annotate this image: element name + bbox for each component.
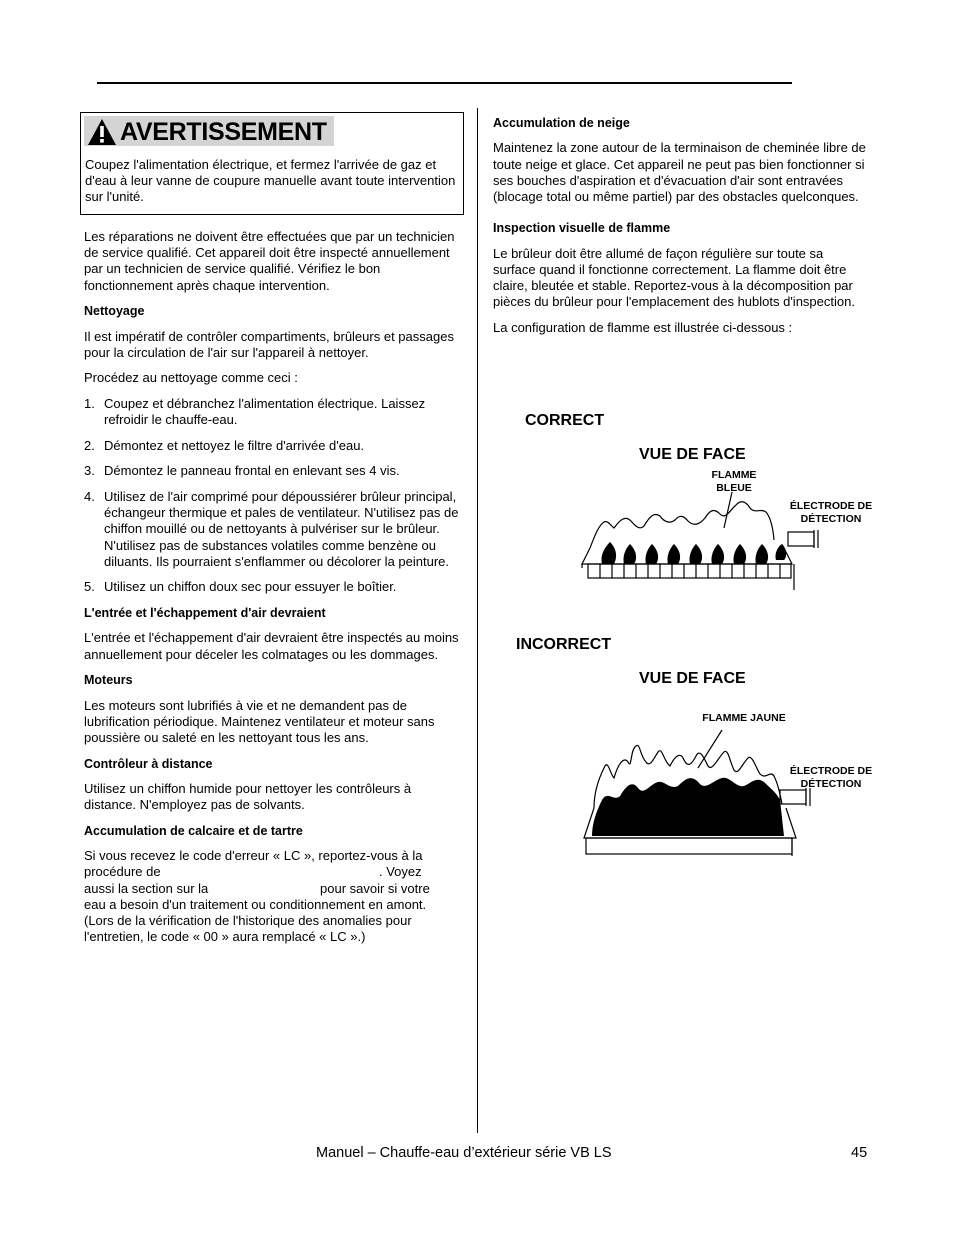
correct-flame-illustration: [578, 490, 823, 590]
yellow-flame-label: FLAMME JAUNE: [702, 712, 786, 724]
warning-box: [80, 112, 464, 215]
remote-paragraph: Utilisez un chiffon humide pour nettoyer les contrôleurs à distance. N'employez pas de solvants.: [84, 780, 412, 813]
warning-title: AVERTISSEMENT: [120, 118, 327, 146]
incorrect-flame-illustration: [580, 728, 825, 858]
list-item: 5. Utilisez un chiffon doux sec pour essuyer le boîtier.: [84, 579, 397, 595]
right-column: [493, 115, 868, 345]
procedure-intro: Procédez au nettoyage comme ceci :: [84, 370, 298, 386]
electrode-label-1: ÉLECTRODE DE DÉTECTION: [789, 500, 873, 525]
snow-paragraph: Maintenez la zone autour de la terminaison de cheminée libre de toute neige et glace. Cet appareil ne peut pas bien fonctionner si ses bouches d'aspiration et d'évacuation d'air sont entravées (blocage total ou même partiel) par des obstacles quelconques.: [493, 140, 866, 204]
cleaning-steps: [84, 396, 464, 596]
flame-paragraph: Le brûleur doit être allumé de façon régulière sur toute sa surface quand il fonctionne correctement. La flamme doit être claire, bleutée et stable. Reportez-vous à la décomposition par pièces du brûleur pour l'emplacement des hublots d'inspection.: [493, 245, 855, 310]
incorrect-label: INCORRECT: [516, 636, 612, 653]
motors-paragraph: Les moteurs sont lubrifiés à vie et ne demandent pas de lubrification périodique. Maintenez ventilateur et moteur sans poussière ou saleté en les nettoyant tous les ans.: [84, 697, 435, 745]
blue-flame-label: FLAMME BLEUE: [711, 469, 757, 494]
list-item: 1. Coupez et débranchez l'alimentation électrique. Laissez refroidir le chauffe-eau.: [84, 395, 426, 428]
intro-paragraph: Les réparations ne doivent être effectuées que par un technicien de service qualifié. Cet appareil doit être inspecté annuellement par un technicien de service qualifié. Vérifiez le bon fonctionnement après chaque intervention.: [84, 229, 455, 293]
warning-text: Coupez l'alimentation électrique, et fermez l'arrivée de gaz et d'eau à leur vanne de coupure manuelle avant toute intervention sur l'unité.: [85, 157, 456, 205]
motors-heading: Moteurs: [84, 673, 133, 688]
top-rule: [97, 82, 792, 84]
air-paragraph: L'entrée et l'échappement d'air devraient être inspectés au moins annuellement pour déceler les colmatages ou les dommages.: [84, 630, 459, 662]
electrode-label-2: ÉLECTRODE DE DÉTECTION: [789, 765, 873, 790]
left-column: [84, 229, 464, 945]
list-item: 4. Utilisez de l'air comprimé pour dépoussiérer brûleur principal, échangeur thermique et pales de ventilateur. N'utilisez pas de chiffon mouillé ou de nettoyants à pulvériser sur le brûleur. N'utilisez pas de substances volatiles comme benzène ou diluants. Ils pourraient s'enflammer ou décolorer la peinture.: [84, 488, 459, 569]
column-divider: [477, 108, 478, 1133]
remote-heading: Contrôleur à distance: [84, 756, 213, 771]
scale-paragraph: Si vous recevez le code d'erreur « LC », reportez-vous à la procédure de . Voyez aussi la section sur la pour savoir si votre eau a besoin d'un traitement ou conditionnement en amont. (Lors de la vérification de l'historique des anomalies pour l'entretien, le code « 00 » aura remplacé « LC ».): [84, 848, 430, 945]
snow-heading: Accumulation de neige: [493, 116, 630, 130]
correct-label: CORRECT: [525, 412, 605, 429]
list-item: 2. Démontez et nettoyez le filtre d'arrivée d'eau.: [84, 437, 365, 453]
scale-heading: Accumulation de calcaire et de tartre: [84, 823, 303, 838]
footer-title: Manuel – Chauffe-eau d’extérieur série VB LS: [316, 1145, 612, 1161]
warning-triangle-icon: [87, 118, 117, 146]
warning-header: [84, 116, 334, 146]
config-paragraph: La configuration de flamme est illustrée ci-dessous :: [493, 319, 793, 335]
front-view-label-2: VUE DE FACE: [639, 670, 746, 687]
front-view-label-1: VUE DE FACE: [639, 446, 746, 463]
flame-heading: Inspection visuelle de flamme: [493, 221, 671, 236]
page-number: 45: [851, 1145, 868, 1161]
list-item: 3. Démontez le panneau frontal en enlevant ses 4 vis.: [84, 463, 400, 479]
cleaning-paragraph: Il est impératif de contrôler compartiments, brûleurs et passages pour la circulation de l'air sur l'appareil à nettoyer.: [84, 328, 454, 360]
air-heading: L'entrée et l'échappement d'air devraient: [84, 605, 326, 620]
cleaning-heading: Nettoyage: [84, 304, 145, 319]
